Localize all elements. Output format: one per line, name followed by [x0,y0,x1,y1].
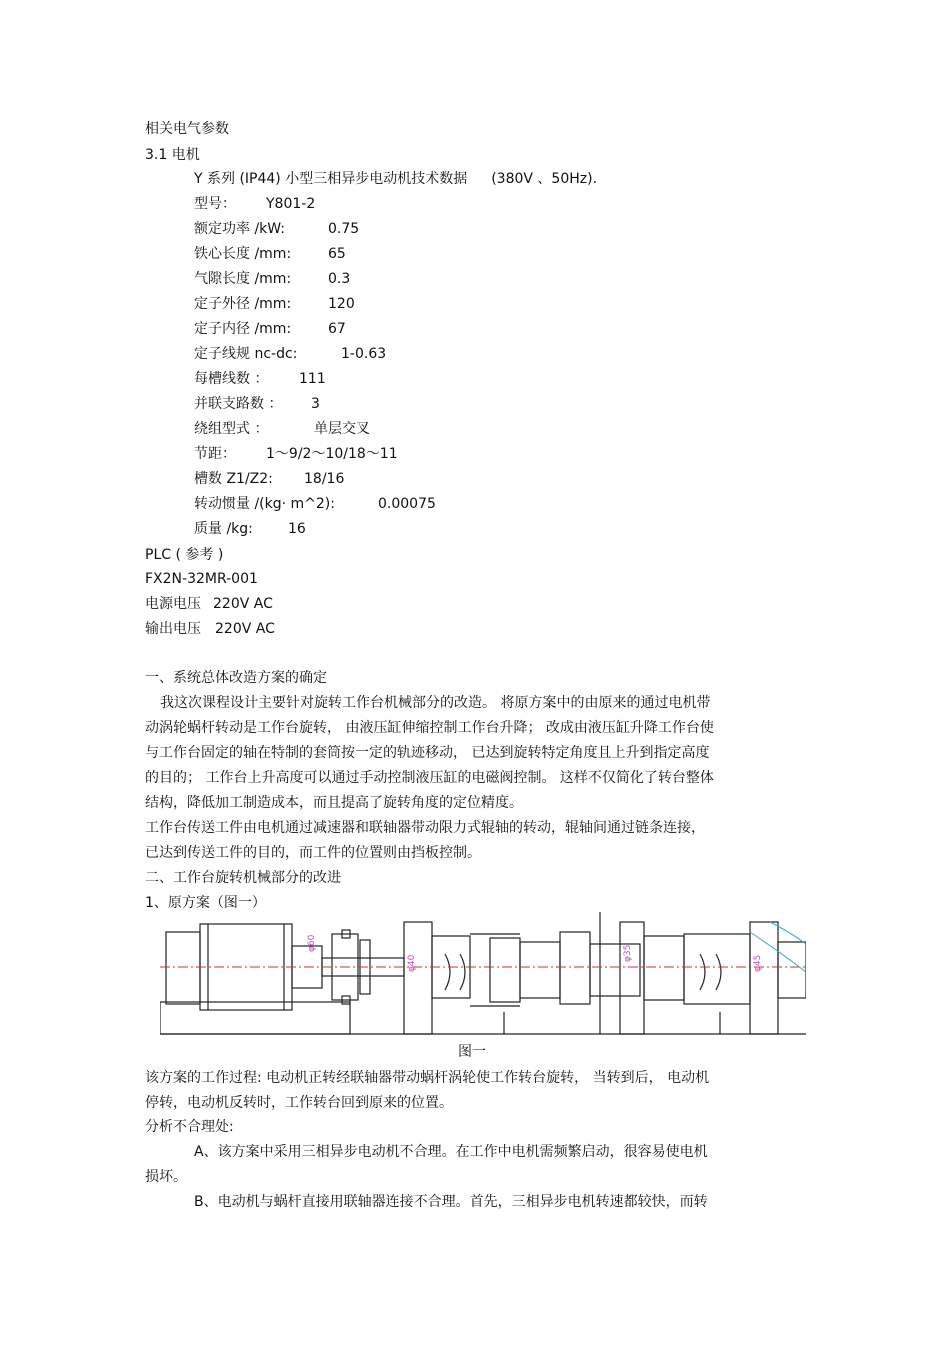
param-row [194,520,306,538]
param-value: 65 [328,246,346,262]
left-bearing-housing [404,922,432,1034]
param-label: 型号： [194,196,236,212]
param-label: 并联支路数 ： [194,396,283,412]
param-label: 定子内径 /mm: [194,321,292,337]
param-row [194,245,346,263]
param-value: 3 [311,396,320,412]
param-row [194,470,344,488]
param-label: 每槽线数 ： [194,371,269,387]
param-row [194,370,326,388]
dim-label: φ60 [307,934,317,952]
mechanism-drawing [160,912,806,1038]
analysis-title: 分析不合理处: [145,1119,234,1135]
param-label: 定子外径 /mm: [194,296,292,312]
para1-line: 我这次课程设计主要针对旋转工作台机械部分的改造。 将原方案中的由原来的通过电机带 [160,695,711,711]
param-row [194,270,350,288]
supply-voltage [145,595,273,613]
param-value: 1-0.63 [341,346,387,362]
section2-title: 二、工作台旋转机械部分的改进 [145,870,341,886]
param-value: 单层交叉 [314,421,370,437]
param-row [194,495,436,513]
param-row [194,395,320,413]
param-value: 111 [299,371,326,387]
param-value: 0.3 [328,271,351,287]
param-label: 质量 /kg: [194,521,253,537]
param-label: 铁心长度 /mm: [194,246,292,262]
param-value: 16 [288,521,306,537]
param-label: 转动惯量 /(kg· m^2): [194,496,335,512]
param-label: 额定功率 /kW: [194,221,286,237]
arc-line [770,922,806,944]
param-row [194,320,346,338]
param-label: 槽数 Z1/Z2: [194,471,273,487]
param-value: Y801-2 [266,196,316,212]
para2-line: 已达到传送工件的目的，而工件的位置则由挡板控制。 [145,845,481,861]
plc-heading: PLC ( 参考 ) [145,547,224,563]
motor-base [160,1002,350,1034]
param-label: 定子线规 nc-dc: [194,346,298,362]
motor-heading: 3.1 电机 [145,147,200,163]
param-value: 120 [328,296,355,312]
para1-line: 结构，降低加工制造成本，而且提高了旋转角度的定位精度。 [145,795,523,811]
motor-end-cap [166,932,200,1004]
param-value: 67 [328,321,346,337]
section-title: 相关电气参数 [145,121,229,137]
point-b: B、电动机与蜗杆直接用联轴器连接不合理。首先，三相异步电机转速都较快，而转 [194,1194,708,1210]
supply-voltage-label: 电源电压 [145,596,201,612]
output-voltage [145,620,275,638]
point-a-line: 损坏。 [145,1169,187,1185]
dim-label: φ40 [407,954,417,972]
section1-title: 一、系统总体改造方案的确定 [145,670,327,686]
dim-label: φ45 [753,954,763,972]
output-voltage-label: 输出电压 [145,621,201,637]
sub1-title: 1、原方案（图一） [145,895,266,911]
figure-caption: 图一 [458,1044,486,1060]
param-row [194,445,398,463]
dim-label: φ35 [623,944,633,962]
param-row [194,195,315,213]
para1-line: 与工作台固定的轴在特制的套筒按一定的轨迹移动， 已达到旋转特定角度且上升到指定高度 [145,745,710,761]
param-row [194,420,370,438]
param-row [194,295,355,313]
para3-line: 该方案的工作过程: 电动机正转经联轴器带动蜗杆涡轮使工作转台旋转， 当转到后， 电动机 [145,1070,710,1086]
motor-desc-cond: (380V 、50Hz). [491,171,598,187]
param-row [194,345,386,363]
motor-desc-text: Y 系列 (IP44) 小型三相异步电动机技术数据 [194,171,468,187]
para1-line: 动涡轮蜗杆转动是工作台旋转， 由液压缸伸缩控制工作台升降； 改成由液压缸升降工作台使 [145,720,714,736]
motor-description [194,170,597,188]
param-value: 1～9/2～10/18～11 [266,446,398,462]
para2-line: 工作台传送工件由电机通过减速器和联轴器带动限力式辊轴的转动，辊轴间通过链条连接， [145,820,705,836]
param-label: 气隙长度 /mm: [194,271,292,287]
param-value: 0.00075 [378,496,436,512]
param-row [194,220,359,238]
supply-voltage-value: 220V AC [213,596,273,612]
plc-model: FX2N-32MR-001 [145,571,258,587]
param-value: 0.75 [328,221,360,237]
param-label: 节距： [194,446,236,462]
param-value: 18/16 [304,471,345,487]
output-voltage-value: 220V AC [215,621,275,637]
param-label: 绕组型式 ： [194,421,269,437]
para1-line: 的目的； 工作台上升高度可以通过手动控制液压缸的电磁阀控制。 这样不仅简化了转台整体 [145,770,714,786]
point-a-line: A、该方案中采用三相异步电动机不合理。在工作中电机需频繁启动，很容易使电机 [194,1144,708,1160]
para3-line: 停转，电动机反转时，工作转台回到原来的位置。 [145,1095,453,1111]
